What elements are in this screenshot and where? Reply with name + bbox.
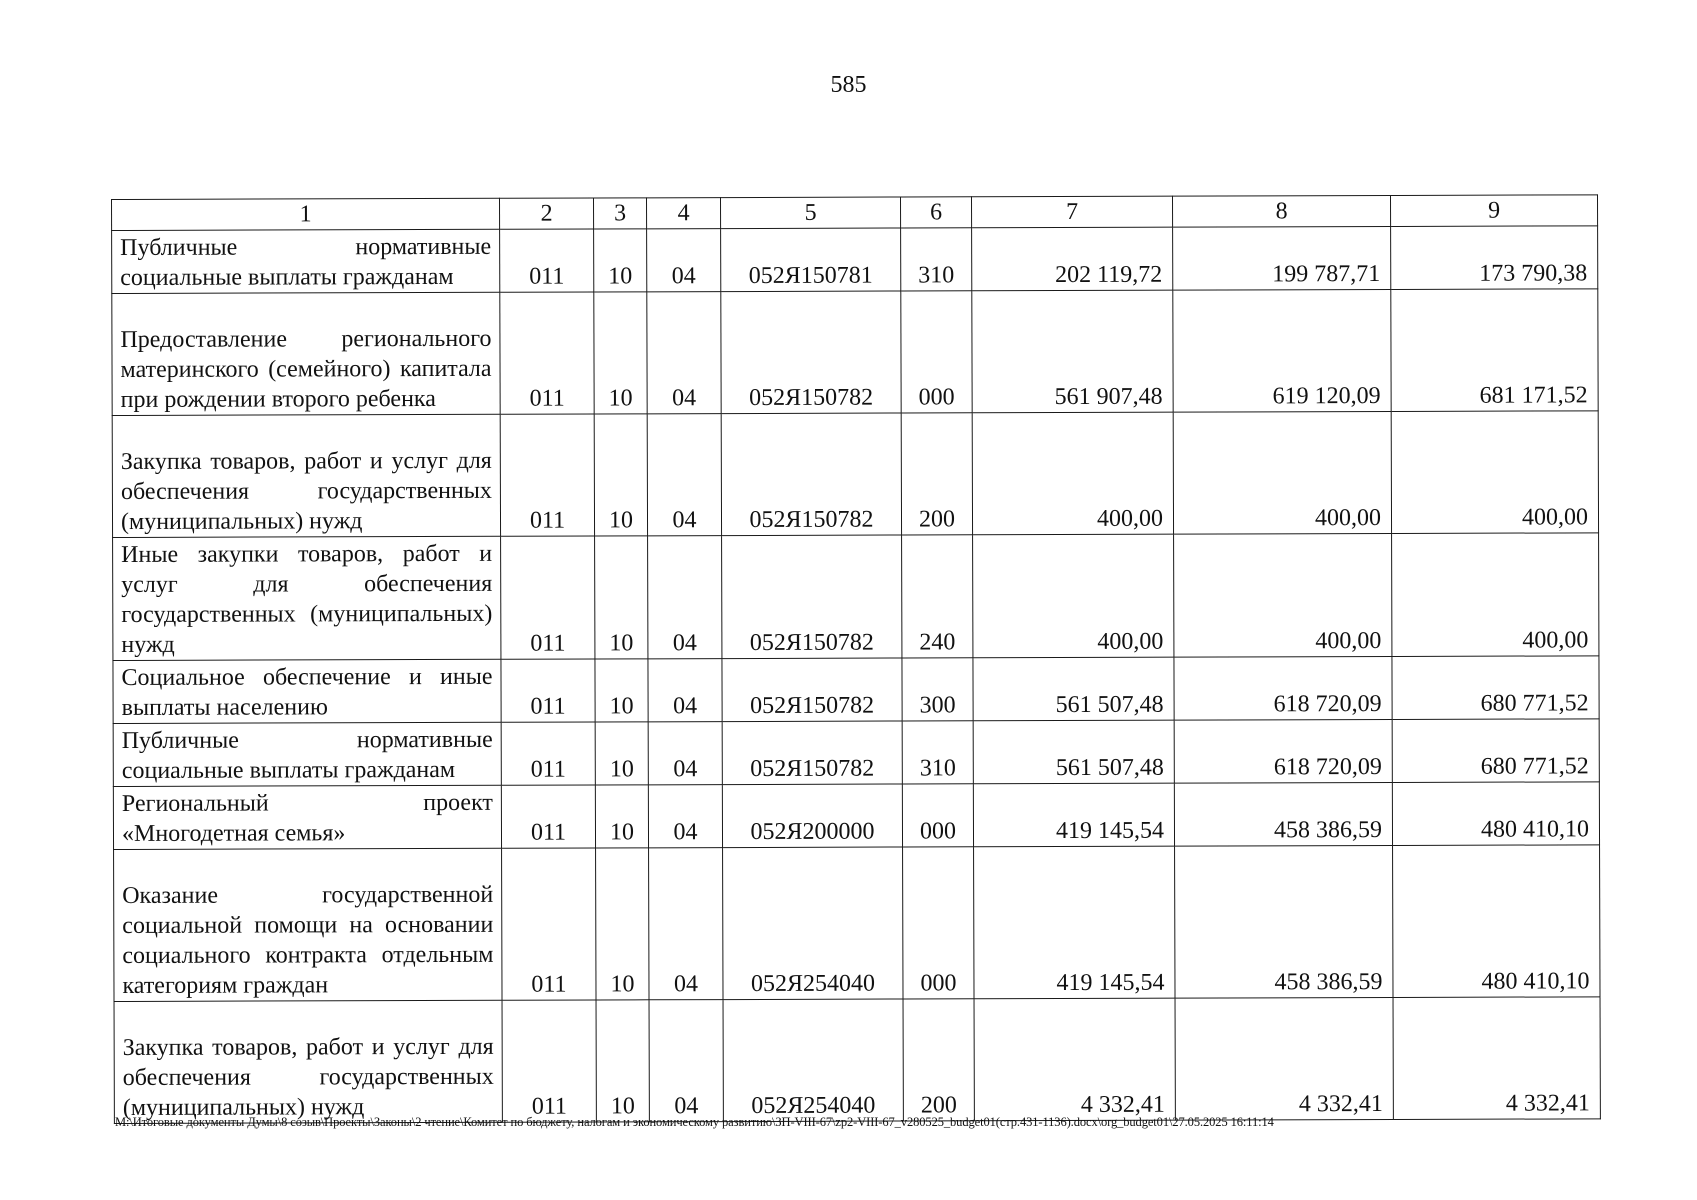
cell-amount-col7: 419 145,54	[973, 783, 1174, 847]
cell-target-article: 052Я254040	[723, 847, 903, 1000]
cell-subsection: 04	[648, 536, 722, 659]
column-header: 8	[1172, 195, 1390, 227]
cell-amount-col7: 400,00	[973, 534, 1174, 658]
cell-amount-col8: 199 787,71	[1173, 226, 1391, 290]
cell-ministry-code: 011	[501, 785, 595, 848]
cell-amount-col9: 4 332,41	[1393, 997, 1600, 1120]
cell-amount-col9: 480 410,10	[1393, 845, 1600, 998]
cell-section: 10	[594, 292, 647, 414]
cell-ministry-code: 011	[500, 414, 594, 536]
column-header: 5	[720, 197, 900, 229]
cell-amount-col9: 680 771,52	[1392, 719, 1599, 783]
cell-target-article: 052Я150782	[722, 658, 902, 722]
cell-ministry-code: 011	[502, 1000, 596, 1122]
cell-subsection: 04	[647, 229, 721, 292]
cell-amount-col9: 681 171,52	[1391, 289, 1598, 412]
cell-target-article: 052Я200000	[722, 784, 902, 848]
cell-amount-col7: 561 907,48	[972, 290, 1173, 413]
table-row	[112, 289, 1598, 416]
table-row	[113, 719, 1599, 787]
row-name: Публичные нормативные социальные выплаты гражданам	[113, 722, 501, 786]
cell-expense-type: 000	[901, 291, 972, 413]
cell-target-article: 052Я150782	[722, 535, 902, 659]
column-header: 4	[646, 198, 720, 229]
cell-expense-type: 000	[902, 784, 973, 847]
cell-amount-col7: 4 332,41	[974, 998, 1175, 1121]
row-name: Иные закупки товаров, работ и услуг для обеспечения государственных (муниципальных) нужд	[113, 536, 501, 660]
cell-subsection: 04	[647, 292, 721, 414]
row-name: Социальное обеспечение и иные выплаты населению	[113, 659, 501, 723]
table-row	[114, 997, 1600, 1124]
cell-section: 10	[595, 659, 648, 722]
column-header: 6	[900, 197, 971, 228]
cell-expense-type: 310	[901, 228, 972, 291]
row-name: Оказание государственной социальной помощи на основании социального контракта отдельным категориям граждан	[114, 848, 502, 1001]
cell-section: 10	[595, 785, 648, 848]
row-name: Предоставление регионального материнского (семейного) капитала при рождении второго ребенка	[112, 292, 500, 415]
column-header: 1	[112, 198, 500, 230]
cell-target-article: 052Я150782	[721, 291, 901, 414]
table-row	[113, 656, 1599, 724]
cell-expense-type: 240	[902, 535, 973, 658]
cell-expense-type: 200	[901, 413, 972, 535]
cell-amount-col8: 400,00	[1173, 411, 1391, 534]
column-header: 7	[971, 196, 1172, 228]
budget-table	[111, 194, 1601, 1124]
cell-amount-col7: 561 507,48	[973, 657, 1174, 721]
cell-amount-col7: 561 507,48	[973, 720, 1174, 784]
cell-expense-type: 300	[902, 658, 973, 721]
cell-amount-col7: 202 119,72	[972, 227, 1173, 291]
cell-amount-col7: 419 145,54	[974, 846, 1175, 999]
cell-amount-col8: 4 332,41	[1175, 997, 1393, 1120]
cell-amount-col8: 458 386,59	[1174, 782, 1392, 846]
cell-subsection: 04	[649, 848, 723, 1000]
cell-expense-type: 000	[903, 847, 974, 999]
cell-amount-col9: 680 771,52	[1392, 656, 1599, 720]
row-name: Публичные нормативные социальные выплаты гражданам	[112, 229, 500, 293]
table-row	[114, 845, 1600, 1002]
cell-amount-col9: 173 790,38	[1391, 226, 1598, 290]
cell-section: 10	[595, 536, 648, 659]
cell-target-article: 052Я150782	[721, 413, 901, 536]
cell-amount-col7: 400,00	[972, 412, 1173, 535]
column-header: 2	[499, 198, 593, 229]
page-number: 585	[830, 72, 867, 98]
row-name: Региональный проект «Многодетная семья»	[113, 785, 501, 849]
table-row	[112, 411, 1598, 538]
cell-section: 10	[596, 848, 649, 1000]
table-header-row	[112, 195, 1598, 231]
cell-amount-col8: 618 720,09	[1174, 656, 1392, 720]
cell-expense-type: 200	[903, 999, 974, 1121]
row-name: Закупка товаров, работ и услуг для обеспечения государственных (муниципальных) нужд	[114, 1000, 502, 1123]
cell-section: 10	[594, 229, 647, 292]
cell-amount-col8: 619 120,09	[1173, 289, 1391, 412]
cell-ministry-code: 011	[500, 229, 594, 292]
cell-expense-type: 310	[902, 721, 973, 784]
cell-target-article: 052Я254040	[723, 999, 903, 1122]
cell-subsection: 04	[647, 414, 721, 536]
cell-amount-col8: 458 386,59	[1175, 845, 1393, 998]
cell-subsection: 04	[648, 785, 722, 848]
table-row	[113, 533, 1599, 661]
cell-subsection: 04	[648, 722, 722, 785]
table-row	[113, 782, 1599, 850]
cell-ministry-code: 011	[501, 659, 595, 722]
cell-target-article: 052Я150781	[721, 228, 901, 292]
budget-table-container	[111, 194, 1600, 1124]
row-name: Закупка товаров, работ и услуг для обеспечения государственных (муниципальных) нужд	[112, 414, 500, 537]
column-header: 3	[593, 198, 646, 229]
cell-amount-col9: 400,00	[1392, 533, 1599, 657]
column-header: 9	[1390, 195, 1597, 227]
cell-amount-col8: 400,00	[1174, 533, 1392, 657]
document-file-path: M:\Итоговые документы Думы\8 созыв\Проекты\Законы\2 чтение\Комитет по бюджету, налогам и экономическому развитию\ЗП-VIII-67\zp2-VIII-67_v280525_budget01(стр.431-1136).docx\org_budget01\27.05.2025 16:11:14	[115, 1115, 1274, 1129]
cell-ministry-code: 011	[501, 536, 595, 659]
cell-ministry-code: 011	[500, 292, 594, 414]
cell-section: 10	[594, 414, 647, 536]
cell-amount-col9: 480 410,10	[1392, 782, 1599, 846]
cell-target-article: 052Я150782	[722, 721, 902, 785]
cell-section: 10	[596, 1000, 649, 1122]
cell-section: 10	[595, 722, 648, 785]
cell-amount-col9: 400,00	[1391, 411, 1598, 534]
cell-subsection: 04	[648, 659, 722, 722]
cell-ministry-code: 011	[501, 722, 595, 785]
cell-ministry-code: 011	[502, 848, 596, 1000]
cell-subsection: 04	[649, 1000, 723, 1122]
table-row	[112, 226, 1598, 294]
cell-amount-col8: 618 720,09	[1174, 719, 1392, 783]
